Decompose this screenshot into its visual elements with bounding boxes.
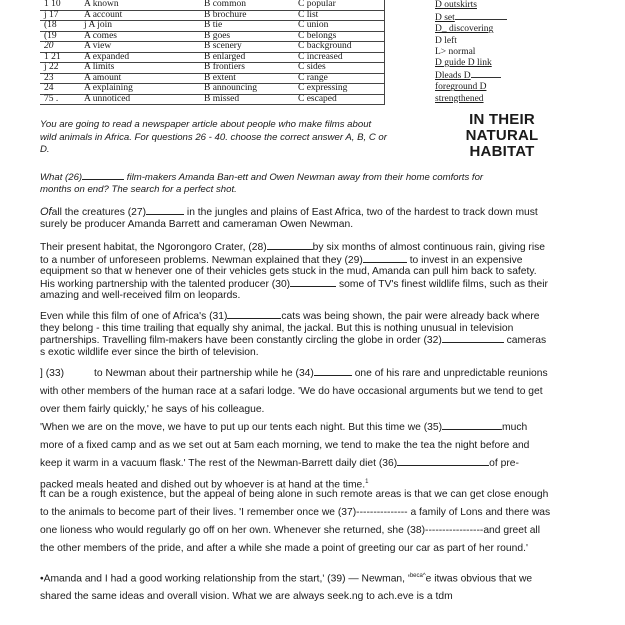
option-a: A amount (83, 73, 203, 84)
option-row (40, 21, 385, 32)
option-b: B frontiers (203, 63, 297, 74)
option-b: B common (203, 0, 297, 10)
question-number: 24 (40, 84, 83, 95)
option-c: C union (297, 21, 385, 32)
question-number: 1 21 (40, 52, 83, 63)
option-b: B goes (203, 31, 297, 42)
option-c: C belongs (297, 31, 385, 42)
answer-options-table (40, 0, 385, 105)
option-b: B tie (203, 21, 297, 32)
paragraph-7: •Amanda and I had a good working relationship from the start,' (39) — Newman, '$^{beca\^{}}e$ itwas obvious that we shared the same ideas and overall vision. What we are always seek.ng to ach.eve is a tdm (40, 573, 533, 603)
option-row (40, 42, 385, 53)
task-instructions: You are going to read a newspaper article about people who make films about wild animals in Africa. For questions 26 - 40. choose the correct answer A, B, C or D. (40, 119, 387, 155)
paragraph-4: ] (33) to Newman about their partnership while he (34) one of his rare and unpredictable reunions with other members of the human race at a safari lodge. 'We do have occasional arguments but we tend to get over them fairly quickly,' he says of his colleague. (40, 368, 548, 415)
side-word: D outskirts (435, 0, 477, 10)
option-c: C list (297, 10, 385, 21)
option-row (40, 52, 385, 63)
option-c: C range (297, 73, 385, 84)
option-a: j A join (83, 21, 203, 32)
option-a: A unnoticed (83, 94, 203, 105)
paragraph-3: Even while this film of one of Africa's (31) cats was being shown, the pair were already back where they belong - this time trailing that equally shy animal, the jackal. But this is nothing unusual in television partnerships. Travelling film-makers have been constantly circling the globe in order (32) cameras s exotic wildlife ever since the birth of television. (40, 311, 547, 358)
option-row (40, 0, 385, 10)
paragraph-2: Their present habitat, the Ngorongoro Crater, (28) by six months of almost continuous rain, giving rise to a number of unforeseen problems. Newman explained that they (29) to invest in an expensive equipment so that w henever one of their vehicles gets stuck in the mud, Amanda can pull him back to safety. His working partnership with the talented producer (30) some of TV's finest wildlife films, such as their amazing and well-received film on leopards. (40, 242, 548, 301)
side-word: D_ discovering (435, 24, 494, 35)
option-c: C increased (297, 52, 385, 63)
option-row (40, 10, 385, 21)
option-row (40, 84, 385, 95)
option-row (40, 94, 385, 105)
side-word: Dleads D (435, 69, 525, 82)
option-d-column (435, 0, 525, 105)
article-lead: What (26) film-makers Amanda Ban-ett and Owen Newman away from their home comforts for months on end? The search for a perfect shot. (40, 172, 484, 195)
option-row (40, 73, 385, 84)
option-a: A expanded (83, 52, 203, 63)
question-number: 23 (40, 73, 83, 84)
paragraph-5: 'When we are on the move, we have to put up our tents each night. But this time we (35) much more of a fixed camp and as we set out at 5am each morning, we tend to make the tea the night before and keep it warm in a vacuum flask.' The rest of the Newman-Barrett daily diet (36) of pre-packed meals heated and dished out by whoever is at hand at the time.$^1$ (40, 422, 530, 491)
paragraph-1: Ofall the creatures (27) in the jungles and plains of East Africa, two of the hardest to track down must surely be producer Amanda Barrett and cameraman Owen Newman. (40, 206, 538, 230)
option-a: A known (83, 0, 203, 10)
question-number: 1 10 (40, 0, 83, 10)
question-number: j 22 (40, 63, 83, 74)
paragraph-6: ft can be a rough existence, but the appeal of being alone in such remote areas is that we can get close enough to the animals to become part of their lives. 'I remember once we (37)--------------- a family of Lons and there was one lioness who would regularly go off on her own. Whenever she returned, she (38)-----------------and greet all the other members of the pride, and after a while she made a point of greeting our car as part of her round.' (40, 489, 551, 554)
option-c: C expressing (297, 84, 385, 95)
option-c: C sides (297, 63, 385, 74)
question-number: (19 (40, 31, 83, 42)
option-c: C escaped (297, 94, 385, 105)
question-number: 75 . (40, 94, 83, 105)
side-word: D set (435, 11, 525, 24)
question-number: (18 (40, 21, 83, 32)
side-word: D left (435, 35, 457, 46)
option-a: A explaining (83, 84, 203, 95)
option-c: C popular (297, 0, 385, 10)
option-row (40, 31, 385, 42)
question-number: j 17 (40, 10, 83, 21)
option-b: B announcing (203, 84, 297, 95)
side-word: D guide D link (435, 58, 492, 69)
option-b: B missed (203, 94, 297, 105)
side-word: strengthened (435, 93, 484, 104)
option-a: A account (83, 10, 203, 21)
side-word: L> normal (435, 46, 476, 57)
article-title: IN THEIR NATURAL HABITAT (465, 111, 539, 160)
option-b: B extent (203, 73, 297, 84)
option-a: A view (83, 42, 203, 53)
option-c: C background (297, 42, 385, 53)
option-a: A limits (83, 63, 203, 74)
option-a: A comes (83, 31, 203, 42)
side-word: foreground D (435, 82, 487, 93)
question-number: 20 (40, 42, 83, 53)
option-row (40, 63, 385, 74)
option-b: B scenery (203, 42, 297, 53)
option-b: B brochure (203, 10, 297, 21)
option-b: B enlarged (203, 52, 297, 63)
